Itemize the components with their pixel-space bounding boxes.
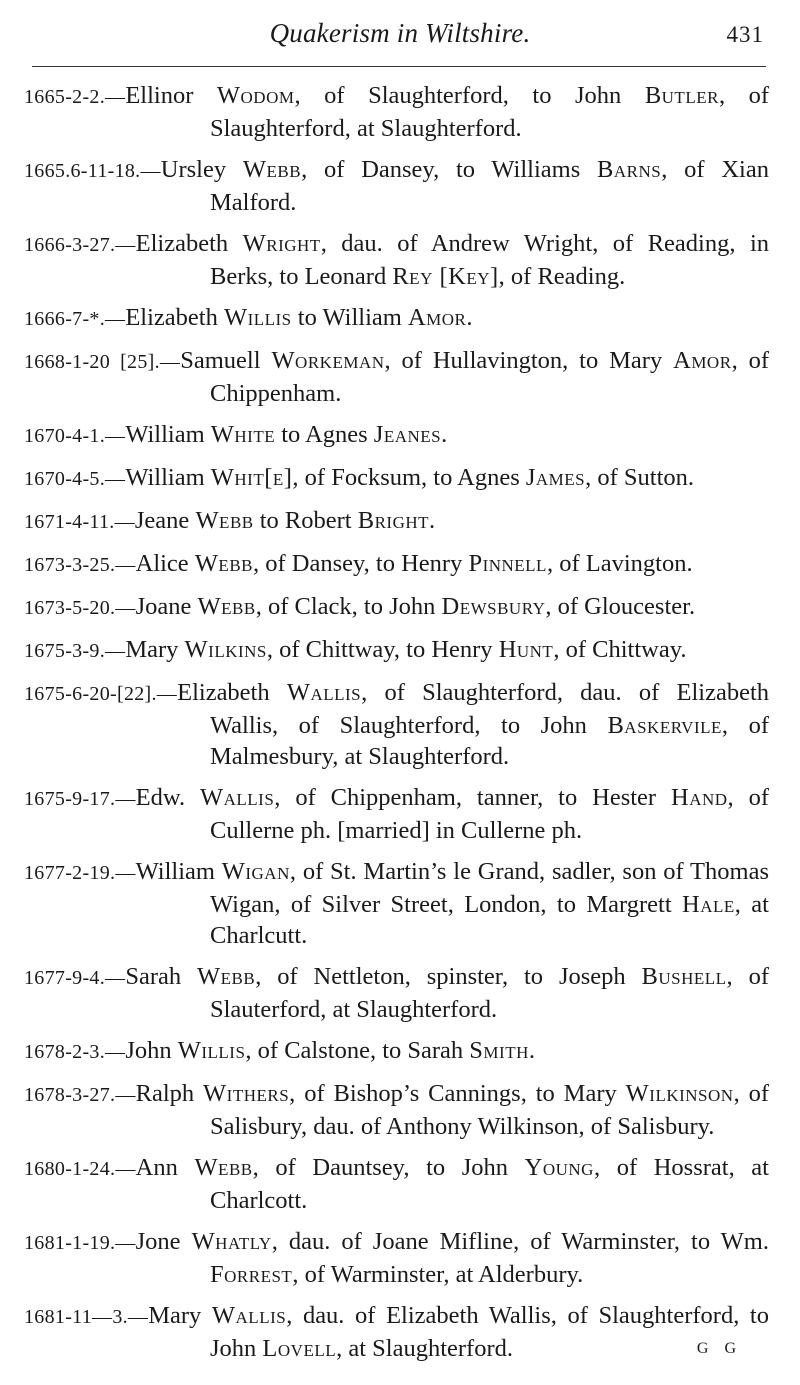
entry-text: , of Chippenham.: [210, 347, 770, 407]
entry-date: 1670-4-1.—: [24, 425, 126, 447]
surname: Wallis: [211, 1302, 287, 1329]
register-entry: [24, 505, 769, 538]
header-rule: [32, 66, 766, 67]
surname: Webb: [195, 507, 254, 534]
entry-text: William: [125, 464, 211, 491]
entry-date: 1666-3-27.—: [24, 234, 136, 256]
entry-text: , of Warminster, at Alderbury.: [292, 1261, 584, 1288]
entry-text: Elizabeth: [177, 679, 287, 706]
entry-text: Joane: [135, 593, 198, 620]
signature-mark: G G: [696, 1340, 742, 1357]
entry-text: , of Focksum, to Agnes: [292, 464, 526, 491]
page-header: [0, 14, 800, 54]
register-entry: [24, 856, 769, 951]
entry-text: , of Chittway.: [553, 636, 687, 663]
surname: Wallis: [286, 679, 362, 706]
entry-date: 1675-3-9.—: [24, 640, 126, 662]
entry-date: 1677-2-19.—: [24, 862, 136, 884]
surname: Bushell: [641, 963, 727, 990]
entry-text: , of Lavington.: [546, 550, 693, 577]
surname: Dewsbury: [441, 593, 546, 620]
entry-text: , of Salisbury, dau. of Anthony Wilkinson, of Salisbury.: [210, 1080, 769, 1140]
entry-text: Ellinor: [125, 82, 217, 109]
surname: Workeman: [271, 347, 385, 374]
entry-text: .: [429, 507, 436, 534]
entry-text: , at Slaughterford.: [336, 1335, 514, 1362]
entry-text: , of Cullerne ph. [married] in Cullerne ph.: [210, 784, 769, 844]
entry-text: , of Gloucester.: [545, 593, 696, 620]
register-entry: [24, 154, 769, 218]
entry-text: , of St. Martin’s le Grand, sadler, son of Thomas Wigan, of Silver Street, London, to Margrett: [210, 858, 769, 918]
register-entry: [24, 302, 769, 335]
surname: Withers: [203, 1080, 290, 1107]
entry-text: , of Reading.: [498, 263, 626, 290]
entry-text: to Robert: [253, 507, 358, 534]
entry-date: 1665-2-2.—: [24, 86, 126, 108]
entry-text: , of Clack, to John: [255, 593, 442, 620]
entry-text: Samuell: [180, 347, 272, 374]
surname: Wright: [242, 230, 321, 257]
entry-date: 1668-1-20 [25].—: [24, 351, 181, 373]
entry-text: , of Calstone, to Sarah: [245, 1037, 470, 1064]
register-entry: [24, 677, 769, 772]
entry-text: , of Slauterford, at Slaughterford.: [210, 963, 769, 1023]
surname: Smith: [469, 1037, 529, 1064]
entry-text: .: [441, 421, 448, 448]
surname: Willis: [223, 304, 292, 331]
register-entry: [24, 345, 769, 409]
entry-text: , of Nettleton, spinster, to Joseph: [255, 963, 642, 990]
surname: Hand: [671, 784, 728, 811]
entry-date: 1675-6-20-[22].—: [24, 683, 178, 705]
entry-text: Elizabeth: [125, 304, 224, 331]
entry-text: , of Dauntsey, to John: [252, 1154, 525, 1181]
page-number: 431: [726, 22, 764, 47]
surname: Pinnell: [468, 550, 547, 577]
entry-text: , of Sutton.: [585, 464, 695, 491]
register-entry: [24, 961, 769, 1025]
surname: Lovell: [262, 1335, 337, 1362]
entry-text: Edw.: [135, 784, 200, 811]
entry-text: Ann: [135, 1154, 195, 1181]
register-entry: [24, 782, 769, 846]
entry-text: , of Dansey, to Henry: [253, 550, 469, 577]
register-entry: [24, 419, 769, 452]
surname: Wigan: [221, 858, 290, 885]
surname: Webb: [194, 550, 253, 577]
entry-text: , of Slaughterford, to John: [294, 82, 645, 109]
surname: Wallis: [199, 784, 275, 811]
register-entry: [24, 1300, 769, 1364]
surname: Willis: [177, 1037, 246, 1064]
entry-text: Elizabeth: [135, 230, 243, 257]
register-entry: [24, 228, 769, 292]
entry-text: William: [135, 858, 222, 885]
entry-text: Ralph: [135, 1080, 204, 1107]
surname: Wodom: [216, 82, 295, 109]
entry-text: , of Malmesbury, at Slaughterford.: [210, 712, 769, 770]
entry-date: 1678-3-27.—: [24, 1084, 136, 1106]
surname: Whit[e]: [210, 464, 293, 491]
surname: Baskervile: [607, 712, 722, 739]
entry-date: 1680-1-24.—: [24, 1158, 136, 1180]
surname: Forrest: [210, 1261, 293, 1288]
surname: Young: [524, 1154, 594, 1181]
surname: White: [210, 421, 276, 448]
surname: Butler: [644, 82, 719, 109]
entry-text: .: [466, 304, 473, 331]
entry-text: Sarah: [125, 963, 198, 990]
surname: Barns: [597, 156, 662, 183]
entry-date: 1665.6-11-18.—: [24, 160, 161, 182]
surname: Webb: [242, 156, 302, 183]
register-entry: [24, 591, 769, 624]
register-entry: [24, 80, 769, 144]
register-entry: [24, 548, 769, 581]
register-entry: [24, 1035, 769, 1068]
entry-text: to Agnes: [275, 421, 374, 448]
surname: Wilkins: [184, 636, 267, 663]
entry-text: .: [528, 1037, 535, 1064]
entry-text: , dau. of Andrew Wright, of Reading, in Berks, to Leonard: [210, 230, 770, 290]
entry-text: , of Hullavington, to Mary: [384, 347, 674, 374]
surname: Rey [Key]: [392, 263, 499, 290]
entry-text: , at Charlcutt.: [210, 891, 769, 949]
entry-date: 1675-9-17.—: [24, 788, 136, 810]
entry-text: Jone: [135, 1228, 192, 1255]
entry-text: , of Chippenham, tanner, to Hester: [274, 784, 671, 811]
surname: Bright: [357, 507, 430, 534]
entry-text: , dau. of Elizabeth Wallis, of Slaughterford, to John: [210, 1302, 769, 1362]
entry-date: 1681-11—3.—: [24, 1306, 149, 1328]
surname: Amor: [407, 304, 467, 331]
register-entry: [24, 462, 769, 495]
register-entry: [24, 1226, 769, 1290]
entry-text: , of Chittway, to Henry: [266, 636, 499, 663]
register-entry: [24, 1152, 769, 1216]
surname: James: [525, 464, 586, 491]
entry-text: , of Hossrat, at Charlcott.: [210, 1154, 769, 1214]
marriage-register-list: [24, 80, 769, 1374]
entry-text: , of Xian Malford.: [210, 156, 769, 216]
entry-date: 1670-4-5.—: [24, 468, 126, 490]
entry-text: Ursley: [160, 156, 243, 183]
surname: Webb: [197, 963, 256, 990]
entry-text: Alice: [135, 550, 195, 577]
entry-date: 1681-1-19.—: [24, 1232, 136, 1254]
entry-text: John: [125, 1037, 178, 1064]
surname: Webb: [194, 1154, 253, 1181]
surname: Webb: [197, 593, 256, 620]
register-entry: [24, 1078, 769, 1142]
entry-text: , dau. of Joane Mifline, of Warminster, to Wm.: [271, 1228, 769, 1255]
entry-date: 1677-9-4.—: [24, 967, 126, 989]
surname: Jeanes: [373, 421, 442, 448]
entry-text: Mary: [148, 1302, 212, 1329]
surname: Hale: [682, 891, 735, 918]
entry-date: 1673-5-20.—: [24, 597, 136, 619]
register-entry: [24, 634, 769, 667]
entry-date: 1678-2-3.—: [24, 1041, 126, 1063]
entry-date: 1666-7-*.—: [24, 308, 126, 330]
entry-text: Mary: [125, 636, 185, 663]
entry-text: William: [125, 421, 211, 448]
entry-text: Jeane: [134, 507, 196, 534]
surname: Hunt: [498, 636, 554, 663]
entry-text: , of Bishop’s Cannings, to Mary: [289, 1080, 626, 1107]
surname: Wilkinson: [625, 1080, 734, 1107]
entry-date: 1673-3-25.—: [24, 554, 136, 576]
entry-text: to William: [291, 304, 408, 331]
surname: Amor: [673, 347, 732, 374]
entry-text: , of Slaughterford, dau. of Elizabeth Wallis, of Slaughterford, to John: [210, 679, 769, 739]
surname: Whatly: [191, 1228, 272, 1255]
entry-text: , of Slaughterford, at Slaughterford.: [210, 82, 769, 142]
running-title: Quakerism in Wiltshire.: [269, 18, 531, 48]
entry-date: 1671-4-11.—: [24, 511, 135, 533]
entry-text: , of Dansey, to Williams: [301, 156, 598, 183]
